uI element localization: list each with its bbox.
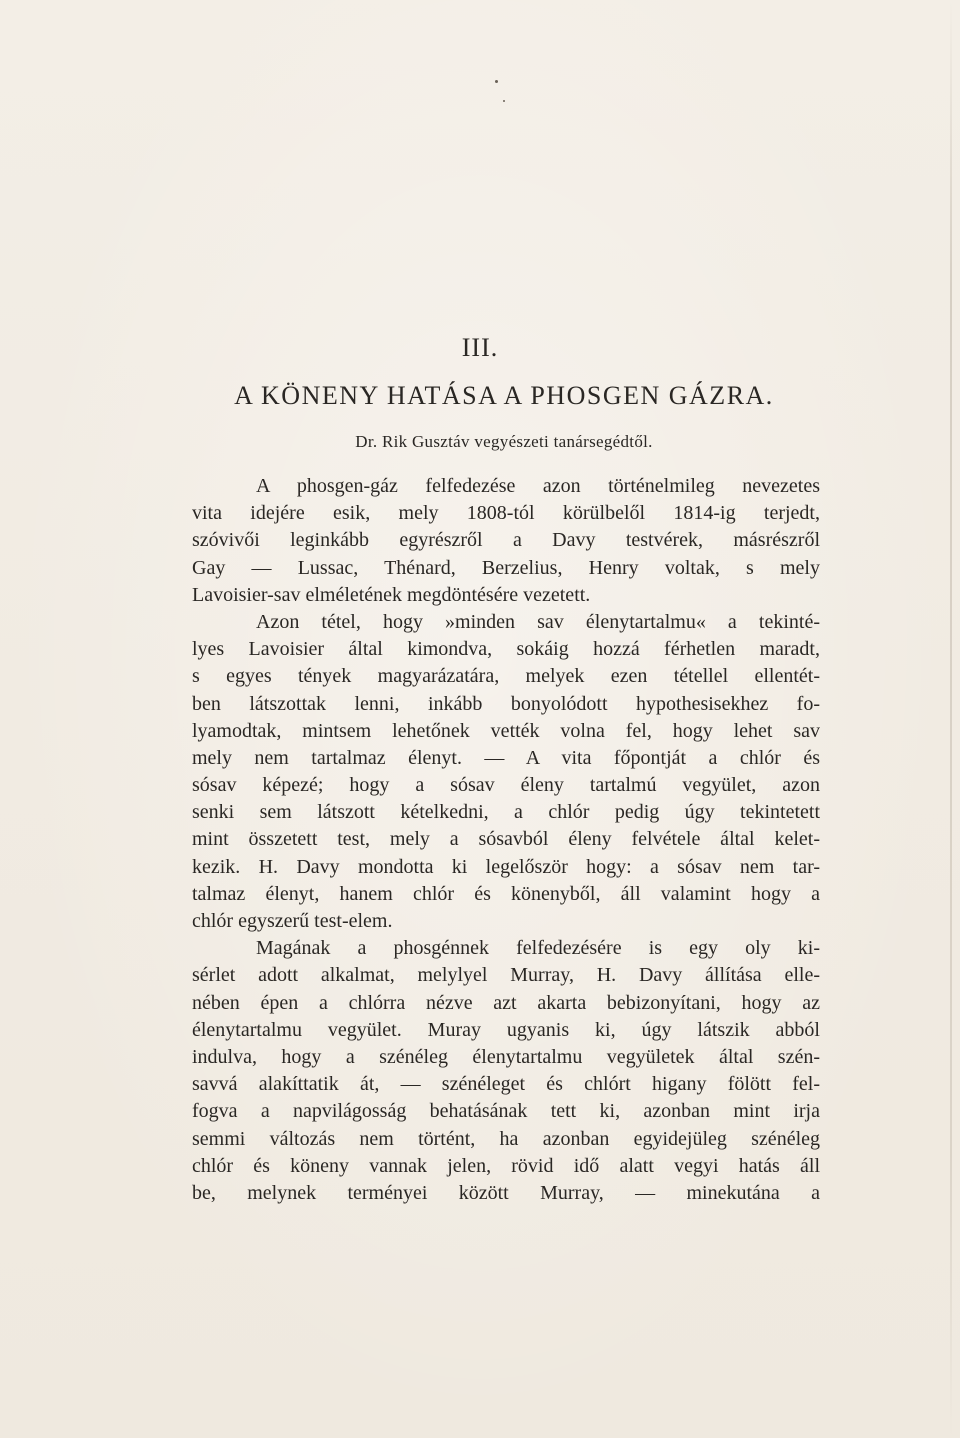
text-line: nében épen a chlórra nézve azt akarta bebizonyítani, hogy az	[192, 991, 820, 1014]
text-line: be, melynek terményei között Murray, — minekutána a	[192, 1181, 820, 1204]
text-line: lyamodtak, mintsem lehetőnek vették volna fel, hogy lehet sav	[192, 719, 820, 742]
author-byline: Dr. Rik Gusztáv vegyészeti tanársegédtől.	[355, 432, 653, 451]
text-line: Azon tétel, hogy »minden sav élenytartalmu« a tekinté-	[256, 610, 820, 633]
text-line: szóvivői leginkább egyrészről a Davy testvérek, másrészről	[192, 529, 820, 552]
text-line: kezik. H. Davy mondotta ki legelőször hogy: a sósav nem tar-	[192, 855, 820, 878]
text-line: Lavoisier-sav elméletének megdöntésére vezetett.	[192, 583, 591, 606]
speck-mark	[495, 80, 498, 83]
text-line: lyes Lavoisier által kimondva, sokáig hozzá férhetlen maradt,	[192, 638, 820, 661]
body-text	[192, 473, 820, 1207]
text-line: semmi változás nem történt, ha azonban egyidejüleg szénéleg	[192, 1127, 820, 1150]
text-line: chlór egyszerű test-elem.	[192, 910, 393, 932]
text-line: indulva, hogy a szénéleg élenytartalmu vegyületek által szén-	[192, 1045, 820, 1068]
text-line: Magának a phosgénnek felfedezésére is egy oly ki-	[256, 937, 820, 960]
text-line: sósav képezé; hogy a sósav éleny tartalmú vegyület, azon	[192, 774, 820, 797]
text-line: fogva a napvilágosság behatásának tett ki, azonban mint irja	[192, 1100, 820, 1123]
page-edge-shadow	[950, 0, 952, 1438]
text-line: élenytartalmu vegyület. Muray ugyanis ki, úgy látszik abból	[192, 1018, 820, 1041]
chapter-number: III.	[461, 333, 499, 362]
text-line: senki sem látszott kételkedni, a chlór pedig úgy tekintetett	[192, 801, 820, 824]
text-line: s egyes tények magyarázatára, melyek ezen tétellel ellentét-	[192, 665, 820, 688]
text-line: vita idejére esik, mely 1808-tól körülbelől 1814-ig terjedt,	[192, 502, 820, 525]
page-title: A KÖNENY HATÁSA A PHOSGEN GÁZRA.	[234, 381, 774, 410]
text-line: sérlet adott alkalmat, melylyel Murray, H. Davy állítása elle-	[192, 964, 820, 987]
text-line: A phosgen-gáz felfedezése azon történelmileg nevezetes	[256, 475, 820, 497]
text-line: mint összetett test, mely a sósavból éleny felvétele által kelet-	[192, 828, 820, 851]
text-line: mely nem tartalmaz élenyt. — A vita főpontját a chlór és	[192, 746, 820, 769]
text-line: talmaz élenyt, hanem chlór és könenyből, áll valamint hogy a	[192, 882, 820, 905]
speck-mark	[503, 100, 505, 102]
text-line: savvá alakíttatik át, — szénéleget és chlórt higany fölött fel-	[192, 1073, 820, 1096]
text-line: chlór és köneny vannak jelen, rövid idő alatt vegyi hatás áll	[192, 1154, 820, 1177]
text-line: Gay — Lussac, Thénard, Berzelius, Henry voltak, s mely	[192, 556, 820, 579]
text-line: ben látszottak lenni, inkább bonyolódott hypothesisekhez fo-	[192, 692, 820, 715]
